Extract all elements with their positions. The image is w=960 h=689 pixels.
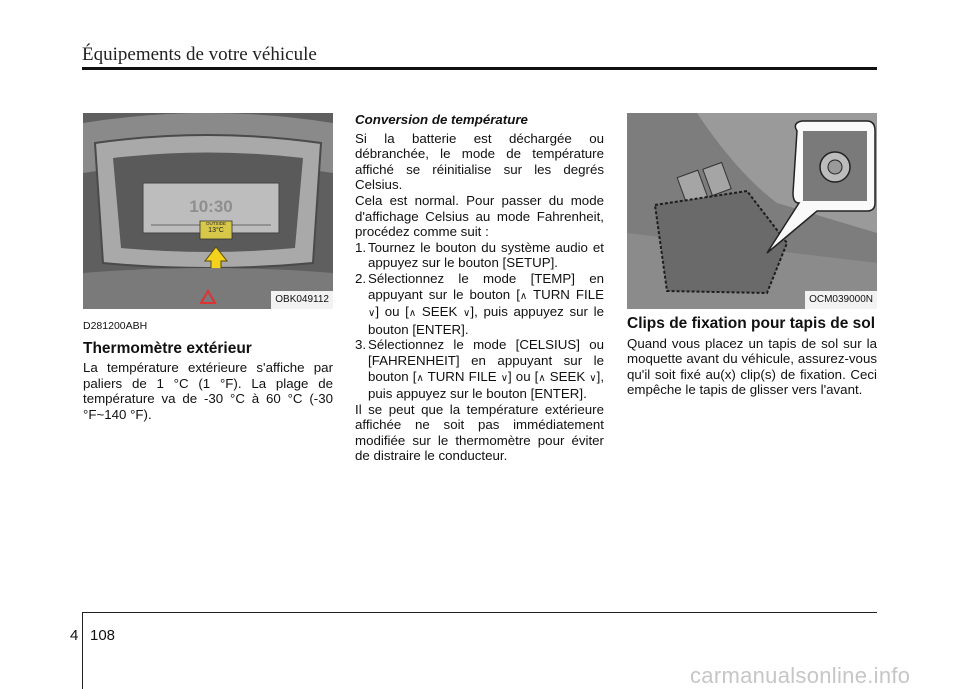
figure-code: OBK049112 [271, 291, 333, 309]
subsection-heading: Conversion de température [355, 112, 528, 127]
body-text: La température extérieure s'affiche par paliers de 1 °C (1 °F). La plage de température va de -30 °C à 60 °C (-30 °F~140 °F). [83, 360, 333, 422]
step-text: TURN FILE [423, 368, 501, 384]
page-header-title: Équipements de votre véhicule [82, 44, 317, 65]
step-text: SEEK [416, 304, 464, 320]
display-outside-label: OUTSIDE [205, 221, 226, 226]
section-heading: Clips de fixation pour tapis de sol [627, 315, 876, 332]
page-number: 108 [90, 627, 116, 644]
header-rule [82, 67, 877, 70]
middle-column [355, 112, 604, 464]
up-arrow-icon: ∧ [538, 372, 546, 384]
floor-mat-clip-figure [627, 113, 877, 309]
list-item [355, 271, 604, 337]
down-arrow-icon: ∨ [589, 372, 597, 384]
section-code: D281200ABH [83, 320, 148, 332]
body-text: Il se peut que la température extérieure affichée ne soit pas immédiatement modifiée sur le thermomètre pour éviter de distraire le conducteur. [355, 401, 604, 464]
floor-mat-illustration [627, 113, 877, 309]
step-text: ], puis appuyez sur le bouton [ENTER]. [368, 304, 604, 337]
up-arrow-icon: ∧ [416, 372, 424, 384]
footer-divider [82, 612, 83, 689]
body-text: Si la batterie est déchargée ou débranchée, le mode de température affiché se réinitialise sur les degrés Celsius. [355, 130, 604, 193]
left-column [83, 113, 333, 423]
display-clock: 10:30 [189, 197, 233, 216]
right-column [627, 113, 877, 398]
step-text: SEEK [545, 368, 590, 384]
step-text: Sélectionnez le mode [TEMP] en appuyant sur le bouton [ [368, 270, 604, 302]
down-arrow-icon: ∨ [463, 308, 471, 320]
step-number: 2. [355, 270, 367, 286]
down-arrow-icon: ∨ [500, 372, 509, 384]
body-text: Quand vous placez un tapis de sol sur la moquette avant du véhicule, assurez-vous qu'il soit fixé au(x) clip(s) de fixation. Ceci empêche le tapis de glisser vers l'avant. [627, 335, 877, 398]
step-text: Tournez le bouton du système audio et appuyez sur le bouton [SETUP]. [368, 239, 604, 271]
list-item [355, 240, 604, 271]
step-number: 1. [355, 239, 367, 255]
step-text: ] ou [ [375, 304, 409, 320]
outside-thermometer-figure [83, 113, 333, 309]
step-text: Sélectionnez le mode [CELSIUS] ou [FAHRENHEIT] en appuyant sur le bouton [ [368, 337, 604, 384]
step-text: TURN FILE [527, 286, 604, 302]
down-arrow-icon: ∨ [368, 308, 376, 320]
display-outside-temp: 13°C [208, 227, 224, 234]
step-text: ], puis appuyez sur le bouton [ENTER]. [368, 368, 605, 402]
step-number: 3. [355, 337, 367, 353]
step-text: ] ou [ [508, 368, 539, 384]
up-arrow-icon: ∧ [408, 308, 417, 320]
watermark: carmanualsonline.info [690, 663, 911, 688]
steps-list [355, 240, 604, 402]
body-text: Cela est normal. Pour passer du mode d'affichage Celsius au mode Fahrenheit, procédez comme suit : [355, 192, 604, 240]
list-item [355, 337, 604, 401]
figure-code: OCM039000N [805, 291, 877, 309]
footer-rule [82, 612, 877, 613]
chapter-number: 4 [70, 627, 79, 644]
section-heading: Thermomètre extérieur [83, 339, 252, 357]
up-arrow-icon: ∧ [519, 290, 528, 302]
